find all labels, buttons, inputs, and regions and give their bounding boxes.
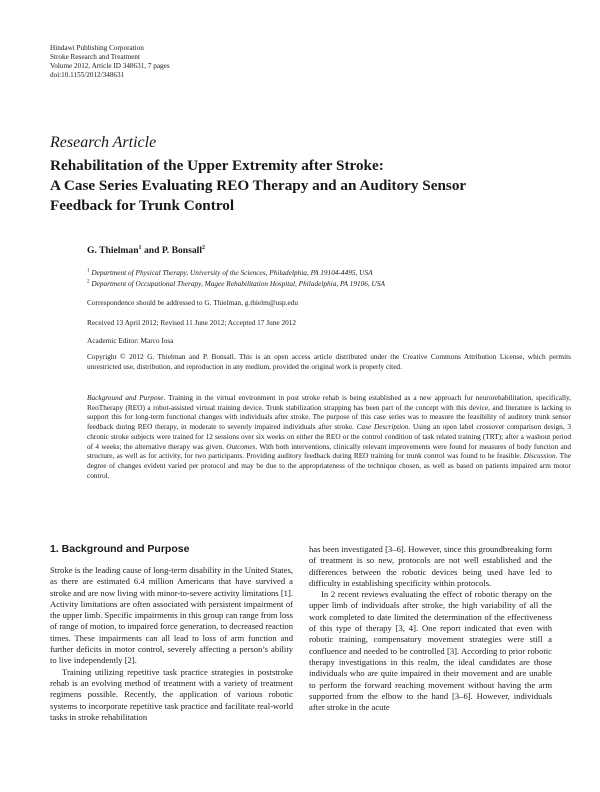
publisher-name: Hindawi Publishing Corporation [50, 44, 144, 52]
affiliation-text: Department of Occupational Therapy, Magee Rehabilitation Hospital, Philadelphia, PA 19106, USA [91, 279, 385, 288]
abstract [87, 393, 571, 480]
affiliation [87, 268, 567, 277]
body-column-right [309, 544, 552, 713]
body-paragraph: has been investigated [3–6]. However, since this groundbreaking form of treatment is so new, protocols are not well established and the differences between the robotic devices being used have led to difficulty in establishing specificity within protocols. [309, 544, 552, 588]
body-column-left [50, 565, 293, 723]
body-paragraph: Stroke is the leading cause of long-term disability in the United States, as there are estimated 6.4 million Americans that have survived a stroke and are now living with minor-to-severe activity limitations [1]. Activity limitations are often associated with persistent impairment of the upper limb. Specific impairments in this group can range from loss of range of motion, to impaired force generation, to decreased reaction times. These impairments can all lead to loss of arm function and further deficits in motor control, severely affecting a person’s ability to live independently [2]. [50, 565, 293, 666]
author-list [87, 245, 205, 256]
abstract-label: Case Description [356, 422, 409, 432]
abstract-label: Outcomes [226, 441, 256, 451]
affiliation [87, 279, 567, 288]
academic-editor: Academic Editor: Marco Iosa [87, 336, 174, 345]
author-name: G. Thielman [87, 245, 139, 257]
body-paragraph: In 2 recent reviews evaluating the effect of robotic therapy on the upper limb of individuals after stroke, the high variability of all the work completed to date limited the determination of the effectiveness of this type of therapy [3, 4]. One report indicated that even with robotic training, compensatory movement strategies were still a confluence and needed to be controlled [3]. According to prior robotic therapy investigations in this realm, the ideal candidates are those individuals who are quite impaired in their movement and are unable to perform the forward reaching movement without having the arm supported from the elbow to the hand [3–6]. However, individuals after stroke in the acute [309, 589, 552, 713]
title-line: Rehabilitation of the Upper Extremity after Stroke: [50, 157, 384, 174]
author-name: P. Bonsall [161, 245, 202, 257]
author-separator: and [141, 245, 162, 257]
article-title [50, 156, 570, 216]
abstract-label: Discussion [523, 451, 556, 461]
volume-info: Volume 2012, Article ID 348631, 7 pages [50, 62, 170, 70]
abstract-text: . With both interventions, clinically relevant improvements were found for measures of body function and structure, as well as for activity, for two participants. Providing auditory feedback during REO training for trunk control was found to be feasible. [87, 441, 572, 461]
journal-name: Stroke Research and Treatment [50, 53, 141, 61]
abstract-text: . Using an open label crossover comparison design, 3 chronic stroke subjects were trained for 12 sessions over six weeks on either the REO or the control condition of task related training (TRT); after a washout period of 4 weeks; the alternative therapy was given. [87, 422, 571, 451]
article-type: Research Article [50, 134, 157, 151]
affiliation-marker: 1 [87, 268, 90, 274]
affiliation-marker: 2 [87, 279, 90, 285]
abstract-text: . The degree of changes evident varied per protocol and may be due to the appropriateness of the technique chosen, as well as based on patients impaired arm motor control. [87, 451, 571, 480]
copyright-notice: Copyright © 2012 G. Thielman and P. Bonsall. This is an open access article distributed under the Creative Commons Attribution License, which permits unrestricted use, distribution, and reproduction in any medium, provided the original work is properly cited. [87, 352, 571, 371]
affiliation-marker: 1 [138, 245, 142, 251]
abstract-label: Background and Purpose [87, 393, 164, 402]
affiliation-text: Department of Physical Therapy, University of the Sciences, Philadelphia, PA 19104-4495, USA [91, 268, 373, 277]
correspondence: Correspondence should be addressed to G. Thielman, g.thielm@usp.edu [87, 298, 299, 307]
section-heading: 1. Background and Purpose [50, 543, 190, 555]
doi[interactable]: doi:10.1155/2012/348631 [50, 71, 125, 79]
title-line: Feedback for Trunk Control [50, 197, 235, 214]
title-line: A Case Series Evaluating REO Therapy and an Auditory Sensor [50, 177, 467, 194]
journal-header [50, 44, 170, 80]
affiliation-marker: 2 [201, 245, 205, 251]
received-dates: Received 13 April 2012; Revised 11 June 2012; Accepted 17 June 2012 [87, 318, 297, 327]
abstract-text: . Training in the virtual environment in post stroke rehab is being established as a new approach for neurorehabilitation, specifically, ReoTherapy (REO) a robot-assisted virtual training device. Trunk stabilization strapping has been part of the concept with this device, and literature is lacking to support this for long-term functional changes with individuals after stroke. The purpose of this case series was to measure the feasibility of auditory trunk sensor feedback during REO therapy, in moderate to severely impaired individuals after stroke. [87, 393, 571, 432]
body-paragraph: Training utilizing repetitive task practice strategies in poststroke rehab is an evolving method of treatment with a variety of treatment regimens possible. Recently, the application of various robotic systems to incorporate repetitive task practice and facilitate real-world tasks in stroke rehabilitation [50, 666, 293, 722]
